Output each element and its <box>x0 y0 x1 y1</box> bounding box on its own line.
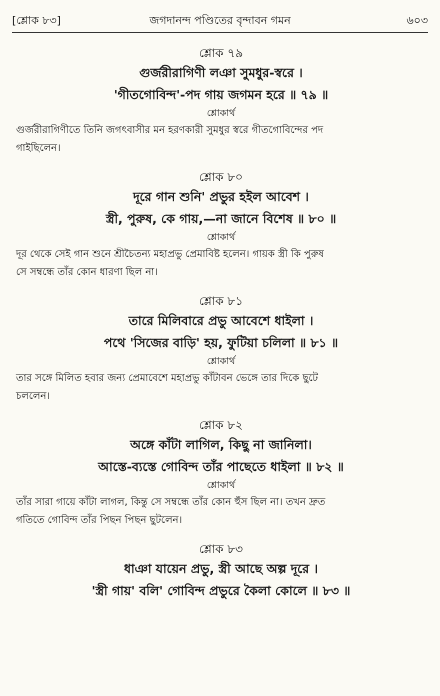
verse-label: শ্লোক ৮২ <box>199 418 243 432</box>
verse-block <box>16 540 426 602</box>
translation-label: শ্লোকার্থ <box>206 232 236 243</box>
verse-block <box>16 292 426 406</box>
translation-line: তাঁর সারা গায়ে কাঁটা লাগল, কিন্তু সে সম্বন্ধে তাঁর কোন হুঁস ছিল না। তখন দ্রুত <box>16 497 326 508</box>
verse-reference: [শ্লোক ৮৩] <box>12 14 61 27</box>
verse-line: 'গীতগোবিন্দ'-পদ গায় জগমন হরে ॥ ৭৯ ॥ <box>113 87 329 102</box>
verse-line: গুর্জরীরাগিণী লঞা সুমধুর-স্বরে । <box>139 65 303 80</box>
verse-line: 'স্ত্রী গায়' বলি' গোবিন্দ প্রভুরে কৈলা কোলে ॥ ৮৩ ॥ <box>91 583 351 598</box>
translation-label: শ্লোকার্থ <box>206 356 236 367</box>
verse-line: তারে মিলিবারে প্রভু আবেশে ধাইলা । <box>128 313 314 328</box>
header-rule <box>12 32 428 33</box>
verse-block <box>16 168 426 282</box>
running-head <box>12 12 428 30</box>
verse-line: দূরে গান শুনি' প্রভুর হইল আবেশ । <box>133 189 309 204</box>
translation-label: শ্লোকার্থ <box>206 480 236 491</box>
verse-label: শ্লোক ৮০ <box>199 170 243 184</box>
verse-line: আস্তে-ব্যস্তে গোবিন্দ তাঁর পাছেতে ধাইলা ॥ ৮২ ॥ <box>98 459 344 474</box>
translation-line: তার সঙ্গে মিলিত হবার জন্য প্রেমাবেশে মহাপ্রভু কাঁটাবন ভেঙ্গে তার দিকে ছুটে <box>16 373 318 384</box>
verse-line: ধাঞা যায়েন প্রভু, স্ত্রী আছে অল্প দূরে । <box>123 561 319 576</box>
verse-block <box>16 416 426 530</box>
verse-line: পথে 'সিজের বাড়ি' হয়, ফুটিয়া চলিলা ॥ ৮১ ॥ <box>103 335 339 350</box>
translation-line: সে সম্বন্ধে তাঁর কোন ধারণা ছিল না। <box>16 267 158 278</box>
verse-line: অঙ্গে কাঁটা লাগিল, কিছু না জানিলা। <box>130 437 312 452</box>
translation-line: গুর্জরীরাগিণীতে তিনি জগৎবাসীর মন হরণকারী সুমধুর স্বরে গীতগোবিন্দের পদ <box>16 125 324 136</box>
verse-label: শ্লোক ৮১ <box>199 294 243 308</box>
verse-label: শ্লোক ৮৩ <box>199 542 243 556</box>
translation-line: গতিতে গোবিন্দ তাঁর পিছন পিছন ছুটলেন। <box>16 515 183 526</box>
translation-line: চললেন। <box>16 391 50 402</box>
translation-line: দূর থেকে সেই গান শুনে শ্রীচৈতন্য মহাপ্রভু প্রেমাবিষ্ট হলেন। গায়ক স্ত্রী কি পুরুষ <box>16 249 324 260</box>
verse-line: স্ত্রী, পুরুষ, কে গায়,—না জানে বিশেষ ॥ ৮০ ॥ <box>105 211 337 226</box>
verse-label: শ্লোক ৭৯ <box>199 46 243 60</box>
page-number: ৬০৩ <box>406 14 428 27</box>
translation-line: গাইছিলেন। <box>16 143 61 154</box>
page-body <box>16 44 426 602</box>
translation-label: শ্লোকার্থ <box>206 108 236 119</box>
verse-block <box>16 44 426 158</box>
chapter-title: জগদানন্দ পণ্ডিতের বৃন্দাবন গমন <box>149 14 291 27</box>
